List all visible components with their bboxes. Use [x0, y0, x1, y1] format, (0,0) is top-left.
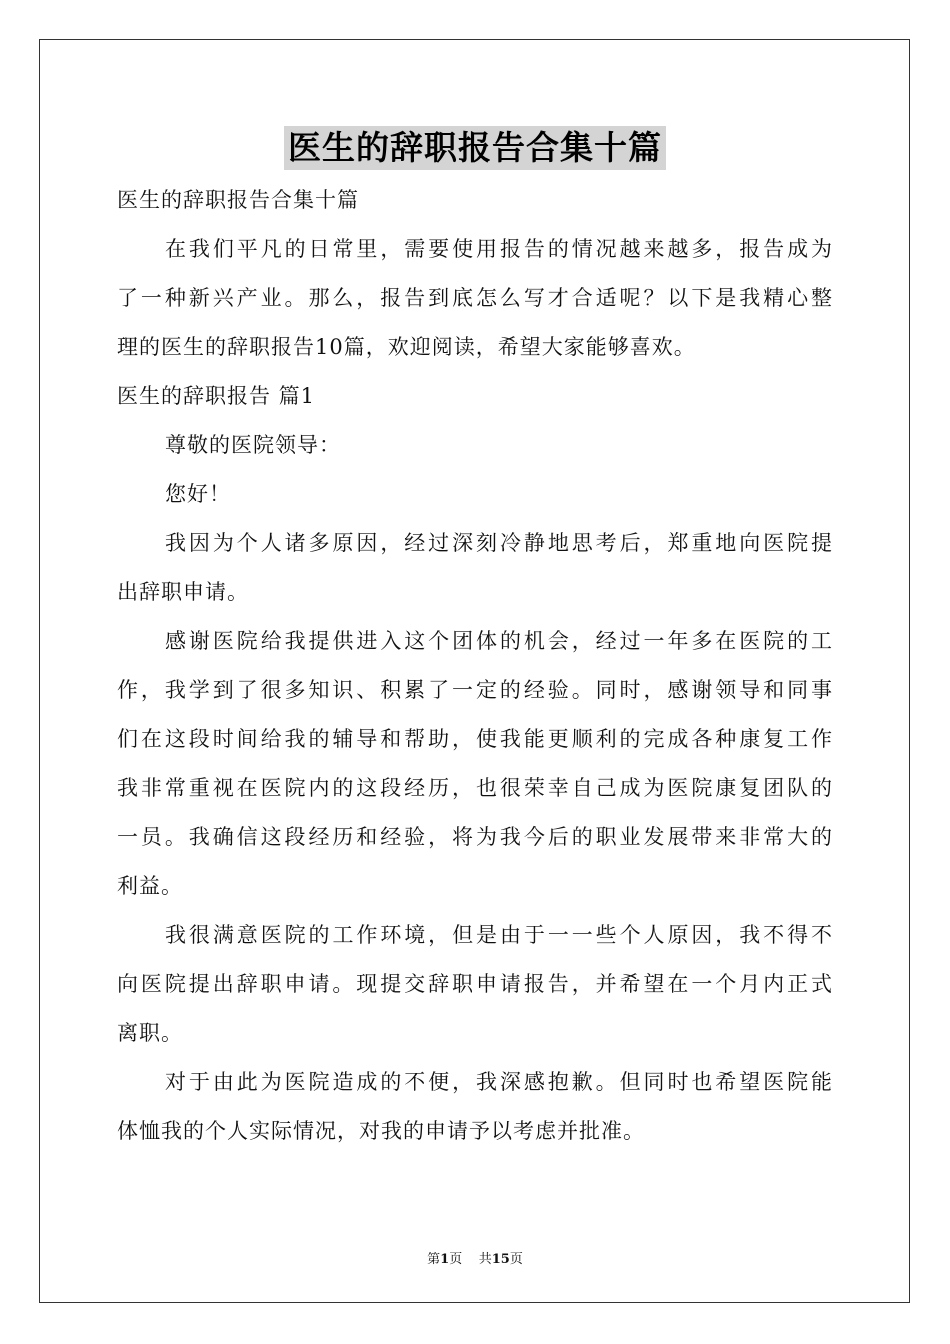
- page-footer: [0, 1248, 950, 1267]
- text-line: 了一种新兴产业。那么，报告到底怎么写才合适呢？以下是我精心整: [117, 286, 833, 310]
- footer-page-prefix: 第: [427, 1252, 441, 1267]
- text-line: 尊敬的医院领导：: [165, 433, 341, 457]
- text-line: 医生的辞职报告 篇1: [117, 384, 316, 408]
- text-line: 一员。我确信这段经历和经验，将为我今后的职业发展带来非常大的: [117, 825, 833, 849]
- text-line: 您好！: [165, 482, 231, 506]
- text-line: 离职。: [117, 1021, 183, 1045]
- text-line: 我因为个人诸多原因，经过深刻冷静地思考后，郑重地向医院提: [165, 531, 833, 555]
- footer-page-number: 1: [440, 1252, 450, 1267]
- text-line: 出辞职申请。: [117, 580, 249, 604]
- text-line: 体恤我的个人实际情况，对我的申请予以考虑并批准。: [117, 1119, 645, 1143]
- text-line: 我非常重视在医院内的这段经历，也很荣幸自己成为医院康复团队的: [117, 776, 833, 800]
- text-line: 对于由此为医院造成的不便，我深感抱歉。但同时也希望医院能: [165, 1070, 833, 1094]
- footer-total-suffix: 页: [509, 1252, 523, 1267]
- text-line: 我很满意医院的工作环境，但是由于一一些个人原因，我不得不: [165, 923, 833, 947]
- text-line: 医生的辞职报告合集十篇: [117, 188, 359, 212]
- text-line: 在我们平凡的日常里，需要使用报告的情况越来越多，报告成为: [165, 237, 833, 261]
- text-line: 作，我学到了很多知识、积累了一定的经验。同时，感谢领导和同事: [117, 678, 833, 702]
- footer-total-prefix: 共: [478, 1252, 492, 1267]
- footer-page-suffix: 页: [449, 1252, 463, 1267]
- title-area: [0, 126, 950, 170]
- document-title: 医生的辞职报告合集十篇: [284, 126, 666, 170]
- text-line: 感谢医院给我提供进入这个团体的机会，经过一年多在医院的工: [165, 629, 833, 653]
- text-line: 理的医生的辞职报告10篇，欢迎阅读，希望大家能够喜欢。: [117, 335, 696, 359]
- text-line: 利益。: [117, 874, 183, 898]
- text-line: 向医院提出辞职申请。现提交辞职申请报告，并希望在一个月内正式: [117, 972, 833, 996]
- text-line: 们在这段时间给我的辅导和帮助，使我能更顺利的完成各种康复工作: [117, 727, 833, 751]
- document-body: [117, 180, 833, 1160]
- footer-total-pages: 15: [491, 1252, 510, 1267]
